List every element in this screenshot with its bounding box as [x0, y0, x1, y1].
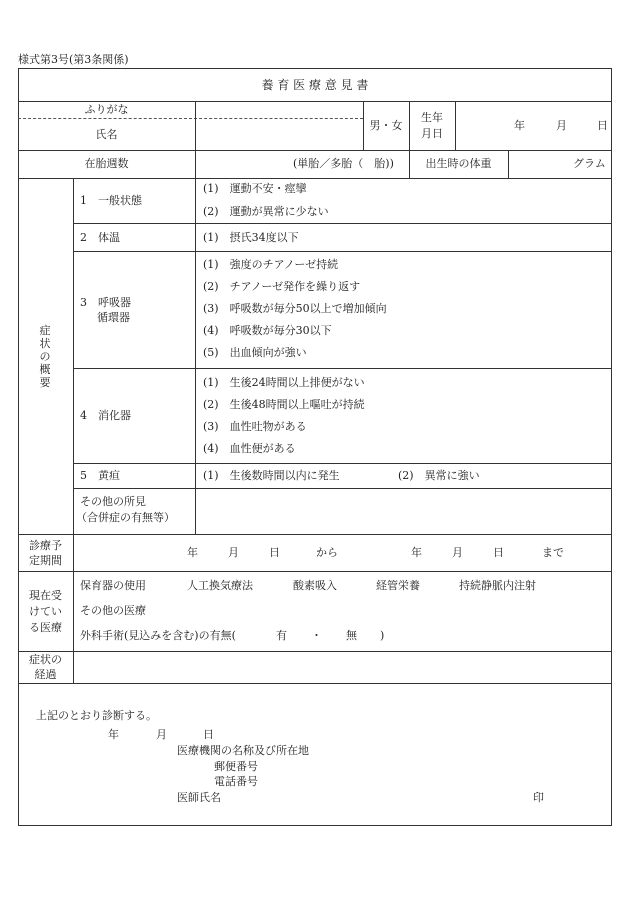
page-title: 養 育 医 療 意 見 書	[261, 78, 369, 92]
rule	[18, 150, 612, 151]
phone-label: 電話番号	[214, 775, 258, 788]
rule	[73, 488, 612, 489]
start-year-unit: 年	[187, 546, 198, 559]
diagnosis-day-unit: 日	[203, 728, 214, 741]
rule	[18, 651, 612, 652]
course-label-2: 経過	[34, 668, 57, 681]
rule	[73, 178, 74, 534]
rule	[73, 251, 612, 252]
jaundice-item-1: (1) 生後数時間以内に発生	[203, 469, 340, 482]
schedule-label-2: 定期間	[29, 554, 62, 567]
furigana-label: ふりがな	[84, 103, 129, 116]
weight-unit: グラム	[573, 157, 606, 170]
digestive-label: 4 消化器	[80, 409, 131, 422]
diagnosis-month-unit: 月	[156, 728, 167, 741]
rule	[508, 150, 509, 178]
surgery-separator: ・	[311, 629, 322, 642]
treatment-iv-infusion: 持続静脈内注射	[459, 579, 536, 592]
temperature-item-1: (1) 摂氏34度以下	[203, 231, 299, 244]
birth-label-1: 生年	[421, 111, 443, 124]
respiratory-label: 3 呼吸器	[80, 296, 131, 309]
rule	[18, 101, 612, 102]
rule-furigana	[18, 118, 363, 119]
complications-label: （合併症の有無等）	[76, 511, 175, 524]
surgery-label: 外科手術(見込みを含む)の有無(	[80, 629, 236, 642]
surgery-no: 無	[346, 629, 357, 642]
end-year-unit: 年	[411, 546, 422, 559]
treatment-ventilation: 人工換気療法	[187, 579, 253, 592]
doctor-name-label: 医師氏名	[177, 791, 221, 804]
respiratory-item-1: (1) 強度のチアノーゼ持続	[203, 258, 339, 271]
respiratory-item-3: (3) 呼吸数が毎分50以上で増加傾向	[203, 302, 387, 315]
rule	[195, 178, 196, 488]
rule	[73, 534, 74, 683]
seal-mark: 印	[533, 791, 544, 804]
general-item-2: (2) 運動が異常に少ない	[203, 205, 329, 218]
start-month-unit: 月	[228, 546, 239, 559]
rule	[18, 683, 612, 684]
end-day-unit: 日	[493, 546, 504, 559]
jaundice-item-2: (2) 異常に強い	[398, 469, 480, 482]
rule	[455, 101, 456, 150]
rule	[18, 178, 612, 179]
surgery-yes: 有	[276, 629, 287, 642]
temperature-label: 2 体温	[80, 231, 120, 244]
treatment-label-1: 現在受	[29, 589, 62, 602]
rule	[195, 101, 196, 178]
treatment-incubator: 保育器の使用	[80, 579, 146, 592]
rule	[73, 463, 612, 464]
rule	[409, 101, 410, 150]
circulatory-label: 循環器	[97, 311, 130, 324]
name-label: 氏名	[95, 128, 118, 141]
end-month-unit: 月	[452, 546, 463, 559]
rule	[195, 488, 196, 534]
general-label: 1 一般状態	[80, 194, 142, 207]
digestive-item-4: (4) 血性便がある	[203, 442, 296, 455]
schedule-until: まで	[542, 546, 564, 559]
treatment-label-3: る医療	[29, 621, 62, 634]
rule	[18, 534, 612, 535]
rule	[18, 571, 612, 572]
treatment-oxygen: 酸素吸入	[293, 579, 337, 592]
birth-day-unit: 日	[597, 119, 608, 132]
postal-label: 郵便番号	[214, 760, 258, 773]
start-day-unit: 日	[269, 546, 280, 559]
diagnosis-year-unit: 年	[108, 728, 119, 741]
digestive-item-1: (1) 生後24時間以上排便がない	[203, 376, 365, 389]
respiratory-item-4: (4) 呼吸数が毎分30以下	[203, 324, 332, 337]
birth-label-2: 月日	[421, 127, 443, 140]
other-findings-label: その他の所見	[80, 495, 146, 508]
schedule-from: から	[316, 546, 338, 559]
sex-options: 男・女	[369, 119, 403, 132]
jaundice-label: 5 黄疸	[80, 469, 120, 482]
course-label-1: 症状の	[29, 653, 62, 666]
symptoms-label: 症 状 の 概 要	[39, 324, 51, 389]
digestive-item-3: (3) 血性吐物がある	[203, 420, 307, 433]
multiplicity: (単胎／多胎（ 胎))	[293, 157, 394, 170]
institution-label: 医療機関の名称及び所在地	[177, 744, 309, 757]
surgery-close: )	[380, 629, 385, 642]
rule	[73, 223, 612, 224]
treatment-other: その他の医療	[80, 604, 146, 617]
form-number: 様式第3号(第3条関係)	[18, 53, 129, 66]
birth-weight-label: 出生時の体重	[425, 157, 492, 170]
diagnosis-statement: 上記のとおり診断する。	[36, 709, 157, 722]
birth-year-unit: 年	[514, 119, 525, 132]
gestation-label: 在胎週数	[84, 157, 129, 170]
birth-month-unit: 月	[556, 119, 567, 132]
schedule-label-1: 診療予	[29, 539, 62, 552]
digestive-item-2: (2) 生後48時間以上嘔吐が持続	[203, 398, 365, 411]
respiratory-item-2: (2) チアノーゼ発作を繰り返す	[203, 280, 361, 293]
treatment-label-2: けてい	[29, 605, 62, 618]
treatment-tube-feeding: 経管栄養	[376, 579, 420, 592]
respiratory-item-5: (5) 出血傾向が強い	[203, 346, 307, 359]
general-item-1: (1) 運動不安・痙攣	[203, 182, 307, 195]
rule	[73, 368, 612, 369]
